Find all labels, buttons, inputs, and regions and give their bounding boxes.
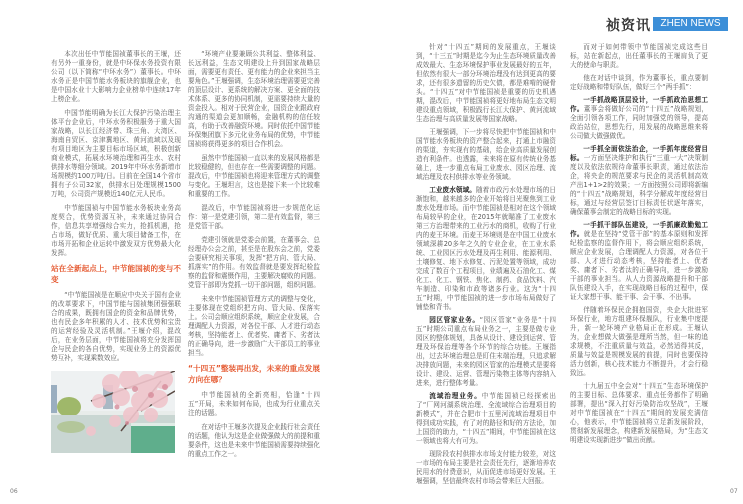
- paragraph: [416, 43, 556, 124]
- paragraph: [51, 291, 181, 363]
- cherry-blossom-photo: [51, 371, 175, 453]
- paragraph: [416, 316, 556, 388]
- paragraph-text: 他在对话中谈到，作为董事长，重点要制定好战略和带好队伍，做好三个“两手抓”：: [570, 74, 708, 91]
- paragraph: [188, 50, 320, 149]
- paragraph-text: 董事会将做好公司的“十四五”战略规划，全面引领各项工作，同时加强党的领导，提高政治站位，思想先行，用发展的战略思维来将公司做大做强做优。: [570, 105, 708, 140]
- paragraph-text: 中国节能明确为长江大保护污染治理主体平台企业后，中环水务积极服务于重大国家战略，以长江经济带、珠三角、大湾区、海南自贸区、京津冀地区、黄河流域以及现有项目地区为主要目标市场区域，积极创新商业模式，拓展水环境治理和再生水、农村供排水等细分领域。2019年中环水务新增市场规模约100万吨/日。目前在全国14个省市拥有子公司32家，供排水日处理规模1500万吨，公司资产规模近140亿元人民币。: [51, 109, 181, 198]
- paragraph: [570, 96, 708, 141]
- paragraph-text: 虽然中节能国祯一直以来的发展风格都是比较稳健的，但也存在一些需要调整的问题。混改后，中节能国祯也将迎来管理方式的调整与变化。王堰坦言，这也是接下来一个比较难和重要的工作。: [188, 154, 320, 198]
- left-page-column-2: [188, 50, 320, 464]
- paragraph-lead: 一手抓全面依法治企，一手抓年度经营目标。: [570, 145, 708, 162]
- paragraph-lead: 流域治理业务。: [429, 392, 482, 400]
- paragraph-text: 王堰强调，下一步将尽快把中节能国祯和中国节能水务板块的资产整合起来，打通上市融资的渠道，夯实现有的基础，给企业高质量发展创造有利条件。也透露，未来将在原有传统业务基础上，进一步重点布局工业废水、园区治理、流域治理及农村供排水等业务领域。: [416, 128, 556, 181]
- paragraph: [570, 382, 708, 445]
- paragraph-lead: 园区管家业务。: [429, 316, 480, 324]
- paragraph: [188, 236, 320, 290]
- left-page-column-1: [51, 50, 181, 453]
- paragraph-text: 中节能国祯与中国节能水务板块业务高度契合，优势资源互补，未来通过协同合作，信息共享增强综合实力，抢抓机遇，抢占市场，做好优质、重大项目储备工作，在市场开拓和企业运转中激发双方优势最大化发挥。: [51, 204, 181, 257]
- paragraph-text: 未来中节能国祯管理方式的调整与变化，主要体现在党组织把方向、管大局、保落实上。公司会顺应组织系统，顺应企业发展，合理调配人力资源，对各位干部、人才进行动态考核，坚持能者上、优者奖、庸者下、劣者汰的正确导向，进一步激励广大干部员工的事业担当。: [188, 295, 320, 357]
- paragraph-text: “园区管家”业务是“十四五”时期公司重点布局业务之一，主要是做专业园区的整体规划，具备从设计、建设到运营、管理及环保治理等各个环节的综合功能。王堰指出，过去环境治理总是盯住末端治理，只追求解决排放问题，未来的园区管家的治理模式是要将设计、建设、运营、管理污染物主体等内容纳入进来，进行整体考量。: [416, 316, 557, 387]
- paragraph: [416, 392, 556, 446]
- right-page-column-1: [416, 43, 556, 490]
- paragraph-text: 随着市政污水处理市场的日渐饱和，越来越多的企业开始将目光聚焦到工业废水处理市场。而中节能国祯是相对在这个领域布局较早的企业，在2015年就瞄准了工业废水第三方治理带来的工业污水的商机，收购了行业内的麦王环境。而麦王环境则是在中国工业废水领域深耕20多年之久的专业企业，在工业水系统、工业园区污水处理及再生利用、能源利用、土壤修复、地下水修复、污泥处置等领域，成功完成了数百个工程项目，业绩遍及石油化工、煤化工、化工、钢铁、焦化、制药、食品饮料、汽车制造、印染和市政等诸多行业。这为“十四五”时期，中节能国祯的进一步市场布局做好了铺垫和背书。: [416, 186, 557, 311]
- paragraph-text: 中节能国祯已经探索出了“厂网河湖系统治理、全流域综合治理项目的新模式”，并在合肥市十五里河流域治理项目中得到成功实践，有了对的路径和好的方法论，加上国资的助力，“十四五”期间，中节能国祯在这一领域也将大有可为。: [416, 392, 557, 445]
- left-page-column-1-text: [51, 50, 181, 363]
- paragraph-lead: 一手抓干部队伍建设，一手抓廉政勤勉工作。: [570, 221, 708, 238]
- paragraph-lead: 一手抓战略顶层设计，一手抓政治思想工作。: [570, 96, 708, 113]
- paragraph: [188, 154, 320, 199]
- paragraph-text: 现阶段农村供排水市场支付能力较差，对这一市场的布局主要是社会责任先行，逐渐培养农民用水的付费意识，从而促进市场更好发展。王堰强调，坚信最终农村市场会带来巨大回报。: [416, 450, 556, 485]
- paragraph: [416, 450, 556, 486]
- paragraph: [188, 391, 320, 418]
- paragraph-text: 针对“十四五”期间的发展重点，王堰谈到，“十三五”时期是迄今为止生态环境质量改善成效最大、生态环境保护事业发展最好的五年，但依然有很大一部分环境治理没有达到更高的要求，还有很多遗留的历史欠债，都是难啃的硬骨头。“十四五”对中节能国祯是重要的历史机遇期，混改后，中节能国祯将更好地布局生态文明建设重点领域，积极践行长江大保护、黄河流域生态治理与高质量发展等国家战略。: [416, 43, 556, 123]
- paragraph: [188, 423, 320, 459]
- paragraph: [188, 295, 320, 358]
- paragraph-text: “中节能国祯是在顺应中央关于国有企业的改革要求下，中国节能与国祯集团强强联合的成果，既拥有国企的资金和品牌优势，也有民企多年积累的人才、技术优势和宝贵的运营经验及灵活机制。”王堰介绍，混改后，在业务层面，中节能国祯将充分发挥国企与民企的各自优势，实现业务上的资源优势互补，实现乘数效应。: [51, 291, 181, 362]
- paragraph: [570, 145, 708, 217]
- magazine-section-title: 祯资讯: [606, 18, 651, 34]
- right-page-column-2: [570, 43, 708, 449]
- paragraph-text: 就是在坚持“党管干部”的基本原则和发挥纪检监察的监督作用下，将会顺应组织系统，顺应企业发展，合理调配人力资源，对各位干部、人才进行动态考核，坚持能者上、优者奖、庸者下、劣者汰的正确导向，进一步激励干部的事业担当。从人力资源战略提升和干部队伍建设入手，在实现战略目标的过程中，保证大家想干事、能干事、会干事、不出事。: [570, 230, 708, 301]
- section-heading: 站在全新起点上，中节能国祯的变与不变: [51, 264, 181, 284]
- paragraph-text: 而对于如何带领中节能国祯完成这些目标，站在新起点，出任董事长的王堰肩负了更大的使命与职责。: [570, 43, 708, 69]
- paragraph: [416, 186, 556, 312]
- paragraph-text: 混改后，中节能国祯将进一步规范化运作：第一是党建引领，第二是有效监督，第三是党管干部。: [188, 204, 320, 230]
- paragraph: [570, 221, 708, 302]
- page-number-right: 07: [730, 488, 738, 495]
- paragraph-text: 中节能国祯的全新亮相，恰逢“十四五”开局，未来如何布局，也成为行业重点关注的话题。: [188, 391, 320, 417]
- paragraph: [570, 74, 708, 92]
- paragraph: [570, 306, 708, 378]
- paragraph-text: 伴随着环保民企拥抱国资，央企大批进军环保行业，地方组建环保舰队，行业集中度提升，新一轮环境产业格局正在形成。王堰认为，企业想做大做强是理所当然，但一味的追求规模，不注重质量与效益，必然适得其反，质量与效益是规模发展的前提，同时也要保持活力创新，核心技术能力不断提升，才会行稳致远。: [570, 306, 708, 377]
- paragraph-lead: 工业废水领域。: [429, 186, 476, 194]
- paragraph: [51, 204, 181, 258]
- paragraph: [51, 109, 181, 199]
- section-heading: “十四五”整装再出发，未来的重点发展方向在哪？: [188, 364, 320, 384]
- paragraph: [188, 204, 320, 231]
- paragraph-text: 在对话中王堰多次提及企业践行社会责任的话题，他认为这是企业做强做大的前提和重要条件，这也是未来中节能国祯需要持续强化的重点工作之一。: [188, 423, 320, 458]
- paragraph-text: 十九届五中全会对“十四五”生态环境保护的主要目标、总体要求、重点任务都作了明确部署，提出“深入打好污染防治攻坚战”，王堰对中节能国祯在“十四五”期间的发展充满信心，他表示，中节能国祯将立足新发展阶段，贯彻新发展理念，构建新发展格局，为“生态文明建设实现新进步”做出贡献。: [570, 382, 708, 444]
- paragraph-text: 党建引领就是党委会前置，在董事会、总经理办公会之前，甚至是在股东会之前，党委会要研究相关事项，发挥“把方向、管大局、抓落实”的作用。有效监督就是要发挥纪检监察的监督和震慑作用，主要解决腐败的问题。党管干部即为党抓一切干部问题，组织问题。: [188, 236, 320, 289]
- paragraph-text: 一方面坚决维护和执行“三重一大”决策制度以及依法依规待命董事长职责，通过依法治企，将央企的规范要求与民企的灵活机制高效产出1+1>2的效果；一方面按照公司即将新编的“十四五”战略规划，科学分解成年度经营目标，通过与经营层签订目标责任状逐年落实，确保董事会制定的战略目标的实现。: [570, 154, 708, 216]
- magazine-section-badge: ZHEN NEWS: [653, 17, 728, 31]
- paragraph: [570, 43, 708, 70]
- left-page: [0, 0, 371, 504]
- paragraph: [416, 128, 556, 182]
- paragraph-text: 本次出任中节能国祯董事长的王堰，还有另外一重身份，就是中环保水务投资有限公司（以下简称“中环水务”）董事长。中环水务正是中国节能水务板块的旗舰企业，也是中国水业十大影响力企业榜单中连续17年上榜企业。: [51, 50, 181, 103]
- page-number-left: 06: [10, 488, 18, 495]
- paragraph-text: “环境产业要兼顾公共利益、整体利益、长远利益，生态文明建设上升到国家战略层面，需要更有责任、更有能力的企业来担当主要角色。”王堰强调，生态环境治理需要更完善的顶层设计、更系统的解决方案、更全面的技术体系、更多的协同机制，更需要持续大量的资金投入。相对于民营企业，国资企业跟政府沟通的渠道会更加顺畅，金融机构的信任较高，有助于改善融资环境。同时依托中国节能环保集团旗下多元化业务布局的优势，中节能国祯将获得更多的项目合作机会。: [188, 50, 320, 148]
- paragraph: [51, 50, 181, 104]
